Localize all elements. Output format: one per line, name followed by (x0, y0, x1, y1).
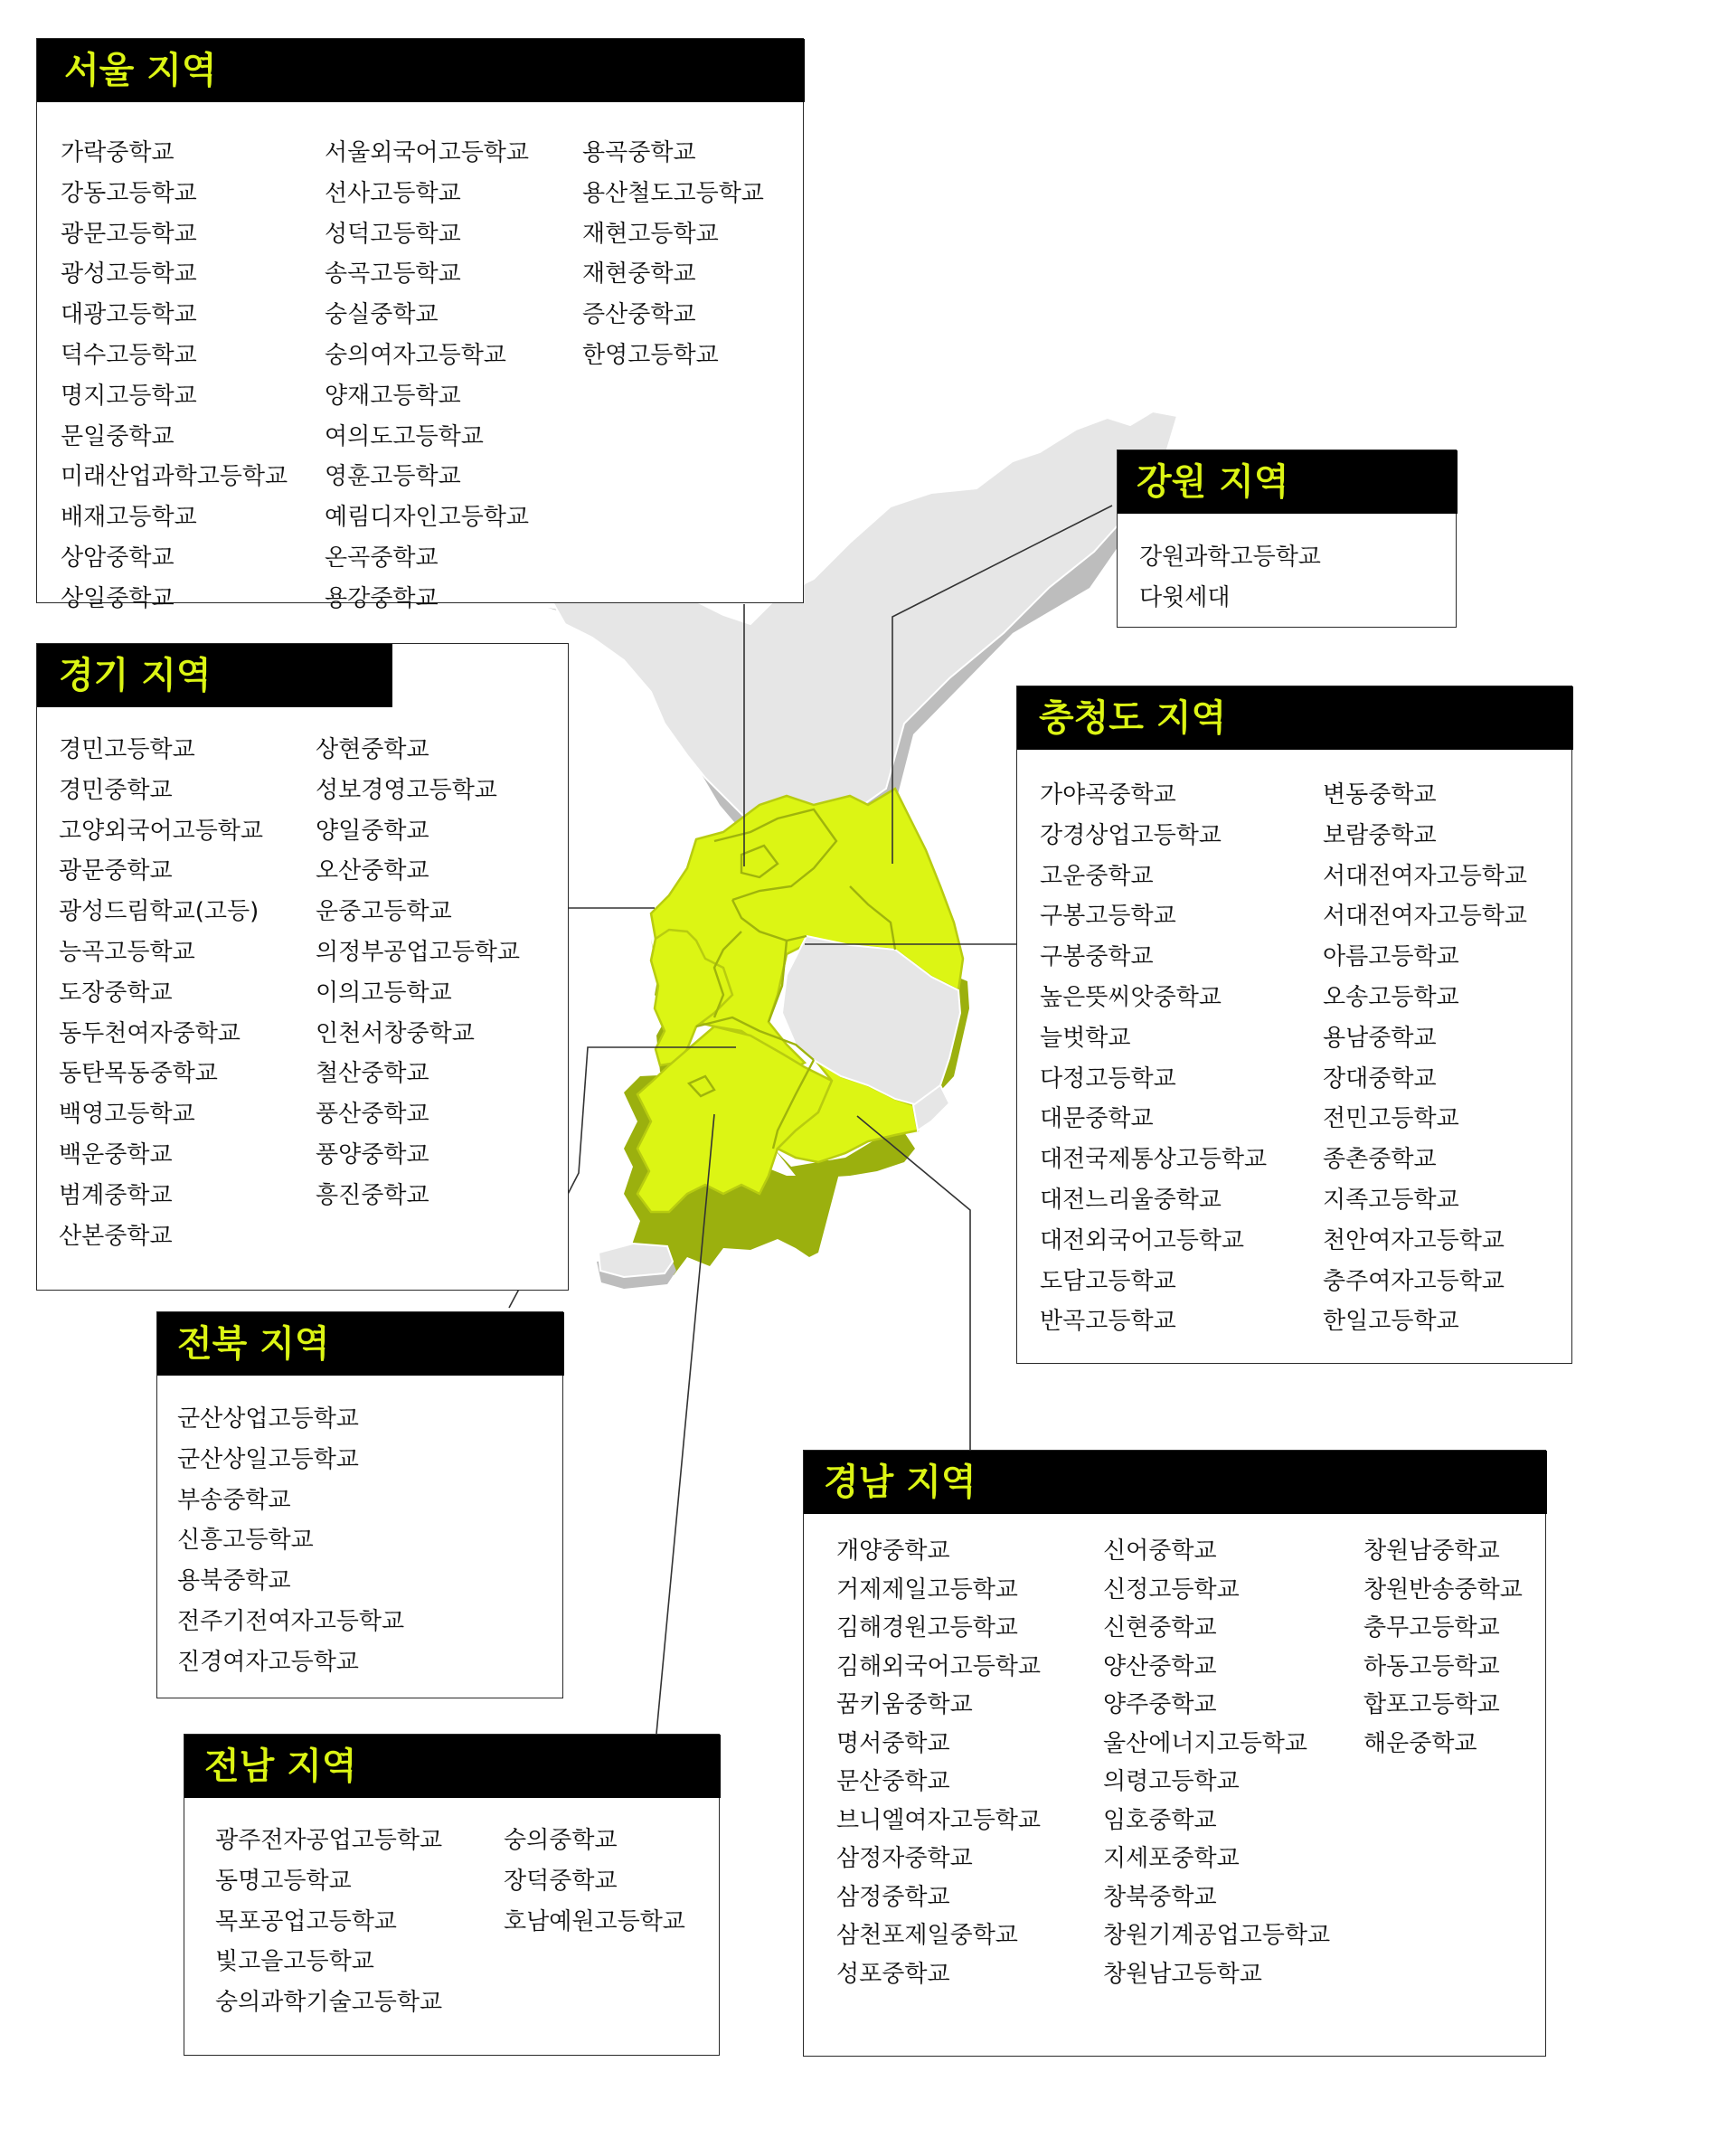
school-item: 용산철도고등학교 (582, 179, 764, 207)
region-jeonnam (184, 1734, 720, 2056)
school-item: 종촌중학교 (1323, 1146, 1437, 1174)
school-item: 서대전여자고등학교 (1323, 903, 1528, 931)
school-item: 임호중학교 (1103, 1806, 1217, 1834)
school-item: 삼천포제일중학교 (836, 1922, 1018, 1949)
school-item: 예림디자인고등학교 (325, 504, 530, 532)
school-item: 운중고등학교 (316, 898, 452, 926)
school-item: 하동고등학교 (1363, 1652, 1500, 1680)
school-item: 울산에너지고등학교 (1103, 1729, 1308, 1757)
school-item: 의정부공업고등학교 (316, 938, 521, 966)
school-item: 고양외국어고등학교 (59, 817, 264, 845)
school-item: 숭의중학교 (504, 1827, 618, 1854)
school-item: 백영고등학교 (59, 1101, 195, 1129)
school-item: 호남예원고등학교 (504, 1907, 685, 1935)
school-item: 광성드림학교(고등) (59, 898, 259, 926)
school-item: 변동중학교 (1323, 781, 1437, 809)
school-item: 해운중학교 (1363, 1729, 1477, 1757)
school-item: 명서중학교 (836, 1729, 950, 1757)
school-item: 범계중학교 (59, 1181, 173, 1209)
school-item: 선사고등학교 (325, 179, 461, 207)
region-title: 경기 지역 (37, 644, 392, 707)
school-item: 빛고을고등학교 (215, 1948, 374, 1976)
school-item: 한일고등학교 (1323, 1308, 1459, 1336)
school-list (316, 730, 520, 1216)
school-item: 다정고등학교 (1040, 1064, 1176, 1093)
region-title: 경남 지역 (804, 1451, 1547, 1514)
school-item: 이의고등학교 (316, 979, 452, 1007)
region-title: 서울 지역 (37, 39, 805, 102)
school-item: 미래산업과학고등학교 (61, 463, 288, 491)
school-item: 흥진중학교 (316, 1181, 429, 1209)
school-item: 강경상업고등학교 (1040, 821, 1222, 849)
school-item: 양주중학교 (1103, 1691, 1217, 1718)
school-item: 진경여자고등학교 (177, 1648, 359, 1676)
school-item: 산본중학교 (59, 1222, 173, 1250)
school-item: 김해경원고등학교 (836, 1614, 1018, 1641)
school-item: 아름고등학교 (1323, 943, 1459, 971)
school-item: 대전느리울중학교 (1040, 1186, 1222, 1214)
school-item: 전주기전여자고등학교 (177, 1607, 405, 1635)
region-jeonbuk (156, 1311, 563, 1698)
school-item: 가야곡중학교 (1040, 781, 1176, 809)
school-item: 신흥고등학교 (177, 1527, 314, 1555)
school-item: 영훈고등학교 (325, 463, 461, 491)
school-list (61, 133, 288, 620)
school-list (1103, 1532, 1330, 1993)
school-list (325, 133, 529, 620)
school-item: 문일중학교 (61, 422, 175, 450)
school-item: 구봉고등학교 (1040, 903, 1176, 931)
school-item: 보람중학교 (1323, 821, 1437, 849)
jeju-island (597, 1244, 676, 1289)
school-item: 용곡중학교 (582, 139, 696, 166)
school-item: 창원남중학교 (1363, 1537, 1500, 1565)
school-item: 오송고등학교 (1323, 983, 1459, 1011)
school-list (1323, 775, 1527, 1342)
school-item: 창북중학교 (1103, 1883, 1217, 1911)
school-item: 합포고등학교 (1363, 1691, 1500, 1718)
school-item: 고운중학교 (1040, 862, 1154, 890)
school-list (1040, 775, 1267, 1342)
school-item: 꿈키움중학교 (836, 1691, 973, 1718)
school-item: 의령고등학교 (1103, 1768, 1240, 1795)
school-item: 경민중학교 (59, 776, 173, 804)
school-item: 재현고등학교 (582, 220, 719, 248)
school-item: 배재고등학교 (61, 504, 197, 532)
school-item: 숭의과학기술고등학교 (215, 1989, 443, 2017)
school-item: 창원반송중학교 (1363, 1575, 1523, 1604)
region-title: 전북 지역 (157, 1312, 564, 1376)
school-item: 숭실중학교 (325, 301, 439, 329)
school-item: 동탄목동중학교 (59, 1060, 218, 1088)
school-item: 대광고등학교 (61, 301, 197, 329)
school-item: 능곡고등학교 (59, 938, 195, 966)
school-item: 용남중학교 (1323, 1024, 1437, 1052)
school-item: 가락중학교 (61, 139, 175, 166)
school-item: 도담고등학교 (1040, 1267, 1176, 1295)
school-item: 개양중학교 (836, 1537, 950, 1565)
school-item: 숭의여자고등학교 (325, 341, 506, 369)
school-item: 재현중학교 (582, 260, 696, 289)
school-item: 양산중학교 (1103, 1652, 1217, 1680)
school-item: 도장중학교 (59, 979, 173, 1007)
school-item: 천안여자고등학교 (1323, 1226, 1505, 1254)
school-item: 신정고등학교 (1103, 1575, 1240, 1604)
school-item: 반곡고등학교 (1040, 1308, 1176, 1336)
school-item: 오산중학교 (316, 857, 429, 885)
school-item: 광문중학교 (59, 857, 173, 885)
school-item: 광성고등학교 (61, 260, 197, 289)
school-item: 군산상업고등학교 (177, 1405, 359, 1433)
school-item: 양일중학교 (316, 817, 429, 845)
school-item: 인천서창중학교 (316, 1019, 475, 1047)
school-item: 광문고등학교 (61, 220, 197, 248)
region-seoul (36, 38, 804, 612)
school-item: 한영고등학교 (582, 341, 719, 369)
school-item: 부송중학교 (177, 1486, 291, 1514)
school-item: 여의도고등학교 (325, 422, 484, 450)
school-item: 장대중학교 (1323, 1064, 1437, 1093)
school-item: 신어중학교 (1103, 1537, 1217, 1565)
school-item: 동두천여자중학교 (59, 1019, 241, 1047)
school-item: 성덕고등학교 (325, 220, 461, 248)
school-item: 지족고등학교 (1323, 1186, 1459, 1214)
region-title: 충청도 지역 (1017, 686, 1573, 750)
school-list (177, 1399, 404, 1683)
school-list (215, 1821, 442, 2023)
school-item: 철산중학교 (316, 1060, 429, 1088)
school-item: 증산중학교 (582, 301, 696, 329)
school-item: 성포중학교 (836, 1960, 950, 1988)
school-item: 대전외국어고등학교 (1040, 1226, 1245, 1254)
school-item: 충무고등학교 (1363, 1614, 1500, 1641)
school-item: 다윗세대 (1139, 583, 1231, 611)
school-item: 문산중학교 (836, 1768, 950, 1795)
school-item: 용북중학교 (177, 1567, 291, 1595)
school-item: 삼정중학교 (836, 1883, 950, 1911)
school-item: 양재고등학교 (325, 382, 461, 410)
school-item: 광주전자공업고등학교 (215, 1827, 443, 1854)
school-item: 신현중학교 (1103, 1614, 1217, 1641)
school-item: 브니엘여자고등학교 (836, 1806, 1042, 1834)
school-item: 대전국제통상고등학교 (1040, 1146, 1268, 1174)
school-item: 강동고등학교 (61, 179, 197, 207)
region-gangwon (1117, 449, 1457, 628)
school-item: 창원기계공업고등학교 (1103, 1922, 1331, 1949)
school-item: 백운중학교 (59, 1140, 173, 1168)
school-item: 강원과학고등학교 (1139, 544, 1321, 571)
region-title: 강원 지역 (1118, 450, 1458, 514)
school-item: 대문중학교 (1040, 1105, 1154, 1133)
school-item: 경민고등학교 (59, 736, 195, 763)
school-item: 전민고등학교 (1323, 1105, 1459, 1133)
school-item: 서울외국어고등학교 (325, 139, 530, 166)
school-list (1139, 537, 1321, 619)
school-list (504, 1821, 685, 1942)
school-item: 장덕중학교 (504, 1867, 618, 1895)
region-gyeonggi (36, 643, 569, 1291)
region-title: 전남 지역 (184, 1735, 721, 1798)
school-item: 늘벗학교 (1040, 1024, 1131, 1052)
school-item: 목포공업고등학교 (215, 1907, 397, 1935)
school-item: 덕수고등학교 (61, 341, 197, 369)
school-item: 풍양중학교 (316, 1140, 429, 1168)
school-item: 김해외국어고등학교 (836, 1652, 1042, 1680)
school-item: 창원남고등학교 (1103, 1960, 1262, 1988)
school-item: 동명고등학교 (215, 1867, 352, 1895)
school-item: 거제제일고등학교 (836, 1575, 1018, 1604)
school-item: 성보경영고등학교 (316, 776, 497, 804)
region-gyeongnam (803, 1450, 1546, 2057)
school-item: 상일중학교 (61, 584, 175, 612)
school-item: 용강중학교 (325, 584, 439, 612)
school-item: 삼정자중학교 (836, 1845, 973, 1872)
school-item: 명지고등학교 (61, 382, 197, 410)
school-item: 높은뜻씨앗중학교 (1040, 983, 1222, 1011)
school-item: 충주여자고등학교 (1323, 1267, 1505, 1295)
school-item: 상현중학교 (316, 736, 429, 763)
school-list (59, 730, 263, 1256)
school-item: 온곡중학교 (325, 544, 439, 572)
school-list (1363, 1532, 1523, 1763)
school-item: 서대전여자고등학교 (1323, 862, 1528, 890)
school-item: 상암중학교 (61, 544, 175, 572)
school-item: 군산상일고등학교 (177, 1445, 359, 1473)
school-list (836, 1532, 1041, 1993)
school-item: 풍산중학교 (316, 1101, 429, 1129)
school-item: 지세포중학교 (1103, 1845, 1240, 1872)
school-item: 송곡고등학교 (325, 260, 461, 289)
school-list (582, 133, 764, 376)
region-chungcheong (1016, 686, 1572, 1364)
school-item: 구봉중학교 (1040, 943, 1154, 971)
